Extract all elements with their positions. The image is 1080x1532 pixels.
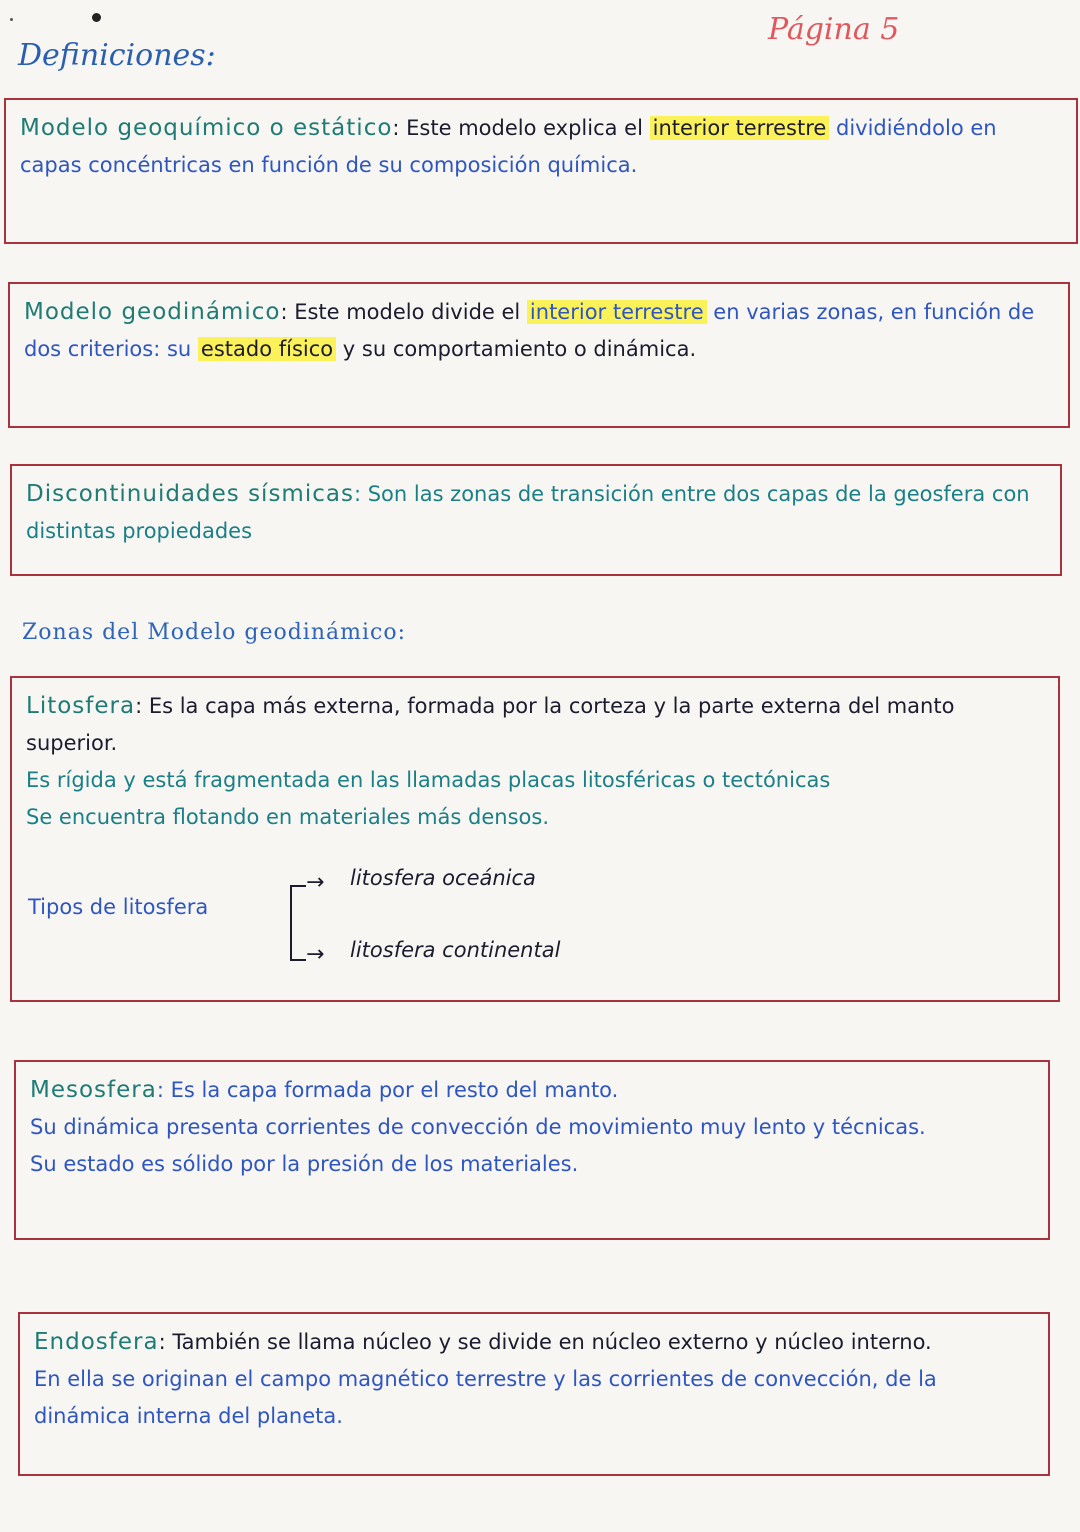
zone-term: Endosfera (34, 1329, 159, 1355)
definition-body: : Este modelo divide el (280, 300, 527, 324)
zone-line-3: Su estado es sólido por la presión de los materiales. (30, 1152, 579, 1176)
zone-line-2: En ella se originan el campo magnético terrestre y las corrientes de convección, de la dinámica interna del planeta. (34, 1367, 937, 1428)
zone-text (34, 1324, 1034, 1361)
zone-line-1: : Es la capa formada por el resto del manto. (156, 1078, 619, 1102)
definition-term: Modelo geodinámico (24, 299, 281, 325)
arrow-right-icon: → (306, 870, 325, 895)
highlighted-text-2: estado físico (198, 337, 336, 361)
definition-text (26, 476, 1046, 550)
tipos-label: Tipos de litosfera (28, 895, 209, 919)
ink-dot (92, 13, 101, 22)
definition-body-end: y su comportamiento o dinámica. (336, 337, 697, 361)
tipo-litosfera-oceanica: litosfera oceánica (350, 866, 536, 890)
definition-text (20, 110, 1062, 184)
zonas-title: Zonas del Modelo geodinámico: (22, 620, 407, 645)
zone-text (30, 1072, 1034, 1109)
zone-box-endosfera (18, 1312, 1050, 1476)
zone-text (26, 688, 1044, 762)
zone-line-1: : También se llama núcleo y se divide en núcleo externo y núcleo interno. (158, 1330, 932, 1354)
bracket (290, 885, 306, 961)
definition-box-discontinuidades (10, 464, 1062, 576)
section-title: Definiciones: (18, 38, 216, 73)
zone-line-1: : Es la capa más externa, formada por la corteza y la parte externa del manto superior. (26, 694, 955, 755)
ink-dot-small (10, 18, 13, 21)
definition-term: Discontinuidades sísmicas (26, 481, 354, 507)
definition-text (24, 294, 1054, 368)
definition-box-geodinamico (8, 282, 1070, 428)
definition-body-cont: dividiéndolo en capas concéntricas en función de su composición química. (20, 116, 997, 177)
zone-term: Mesosfera (30, 1077, 157, 1103)
zone-line-2: Su dinámica presenta corrientes de convección de movimiento muy lento y técnicas. (30, 1115, 926, 1139)
zone-line-2: Es rígida y está fragmentada en las llamadas placas litosféricas o tectónicas (26, 768, 831, 792)
zone-line-3: Se encuentra flotando en materiales más densos. (26, 805, 549, 829)
highlighted-text: interior terrestre (650, 116, 830, 140)
page-number: Página 5 (768, 12, 900, 47)
zone-box-mesosfera (14, 1060, 1050, 1240)
definition-body-cont: en varias zonas, en función de dos criterios: su (24, 300, 1035, 361)
highlighted-text: interior terrestre (527, 300, 707, 324)
zone-term: Litosfera (26, 693, 136, 719)
definition-term: Modelo geoquímico o estático (20, 115, 393, 141)
definition-box-geoquimico (4, 98, 1078, 244)
tipo-litosfera-continental: litosfera continental (350, 938, 561, 962)
definition-body: : Este modelo explica el (392, 116, 650, 140)
definition-body: : Son las zonas de transición entre dos capas de la geosfera con distintas propiedades (26, 482, 1030, 543)
arrow-right-icon: → (306, 942, 325, 967)
